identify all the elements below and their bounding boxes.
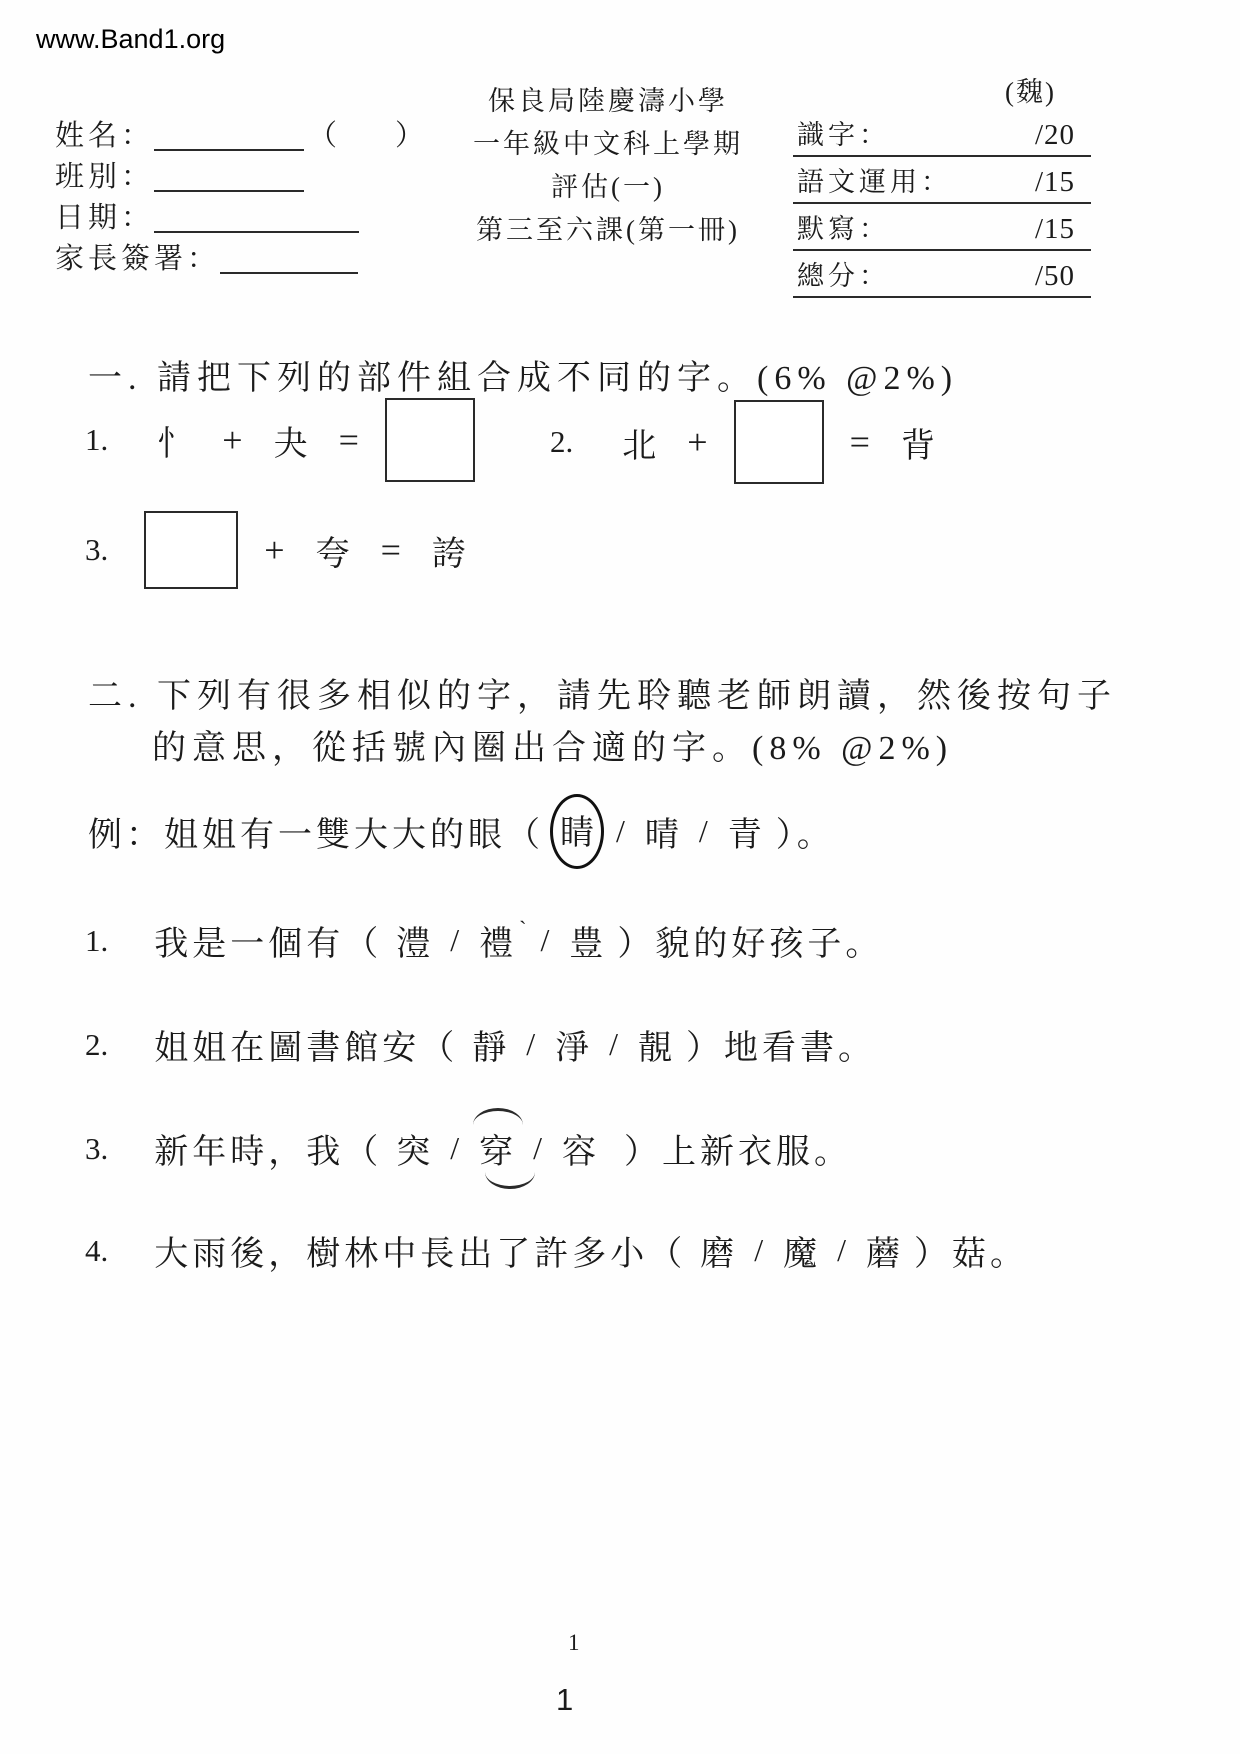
section2-example	[88, 806, 835, 857]
result-character: 背	[900, 427, 935, 465]
slash-separator: /	[754, 1232, 764, 1268]
sentence-end: ）貌的好孩子。	[617, 926, 884, 963]
teacher-marker: (魏)	[1005, 77, 1056, 107]
component-a: 忄	[157, 425, 192, 463]
slash-separator: /	[837, 1232, 847, 1268]
component-b: 夸	[315, 535, 350, 573]
parent-signature-row	[55, 239, 424, 280]
page-number-scanned: 1	[568, 1630, 580, 1655]
slash-separator: /	[698, 813, 708, 849]
option-3: 蘑	[866, 1236, 901, 1273]
example-option-3: 青	[727, 817, 762, 854]
section2-question2	[85, 1020, 876, 1069]
plus-sign: +	[222, 420, 243, 460]
question-number: 4.	[85, 1232, 109, 1268]
slash-separator: /	[526, 1026, 536, 1062]
option-1: 突	[396, 1134, 431, 1171]
option-3: 容	[562, 1134, 597, 1171]
school-name: 保良局陸慶濤小學	[488, 86, 728, 116]
slash-separator: /	[533, 1130, 543, 1166]
answer-circle	[550, 794, 604, 869]
score-label: 總分：	[797, 261, 890, 291]
example-option-1: 睛	[560, 815, 594, 852]
slash-separator: /	[616, 813, 625, 849]
score-label: 默寫：	[797, 214, 890, 244]
section2-heading-line2: 的意思，從括號內圈出合適的字。(8% @2%)	[152, 730, 954, 767]
name-underline	[154, 119, 304, 151]
sentence-start: 新年時，我（	[154, 1134, 383, 1171]
plus-sign: +	[687, 422, 708, 462]
score-value: /15	[1034, 213, 1075, 245]
option-2: 魔	[783, 1236, 818, 1273]
section2-heading-line1: 二. 下列有很多相似的字，請先聆聽老師朗讀，然後按句子	[88, 678, 1117, 715]
example-sentence-end: ）。	[775, 817, 835, 854]
paper-header	[448, 80, 768, 252]
score-value: /20	[1034, 119, 1075, 151]
parent-signature-underline	[220, 242, 358, 274]
example-option-2: 晴	[644, 817, 679, 854]
option-2	[479, 1124, 513, 1173]
component-a: 北	[622, 427, 657, 465]
option-1: 磨	[700, 1236, 735, 1273]
option-2: 禮	[479, 926, 514, 963]
class-underline	[154, 160, 304, 192]
example-sentence-start: 例：姐姐有一雙大大的眼（	[88, 817, 544, 854]
pencil-tick-mark: ˋ	[519, 915, 527, 941]
option-3: 靚	[638, 1030, 673, 1067]
score-table	[793, 110, 1091, 298]
date-field-row	[55, 198, 424, 239]
score-row-dictation	[793, 204, 1091, 251]
section1-question2	[550, 400, 950, 484]
score-value: /50	[1034, 260, 1075, 292]
section2-question1	[85, 916, 883, 965]
equals-sign: =	[849, 422, 870, 462]
equals-sign: =	[338, 420, 359, 460]
name-parens: （ ）	[308, 120, 425, 152]
section2-question3	[85, 1124, 852, 1173]
score-value: /15	[1034, 166, 1075, 198]
question-number: 1.	[85, 422, 109, 457]
question-number: 2.	[85, 1026, 109, 1062]
name-label: 姓名：	[55, 120, 155, 152]
sentence-start: 我是一個有（	[154, 926, 383, 963]
score-label: 識字：	[797, 120, 890, 150]
section1-question1	[85, 398, 485, 482]
slash-separator: /	[450, 1130, 460, 1166]
answer-box	[385, 398, 475, 482]
equals-sign: =	[380, 530, 401, 570]
sentence-end: ）菇。	[914, 1236, 1029, 1273]
sentence-start: 大雨後，樹林中長出了許多小（	[154, 1236, 687, 1273]
option-2-character: 穿	[479, 1134, 514, 1171]
watermark-url: www.Band1.org	[36, 24, 226, 54]
score-row-literacy	[793, 110, 1091, 157]
score-row-total	[793, 251, 1091, 298]
question-number: 2.	[550, 424, 574, 459]
plus-sign: +	[264, 530, 285, 570]
class-field-row	[55, 157, 424, 198]
option-3: 豊	[569, 926, 604, 963]
page-number: 1	[556, 1682, 574, 1717]
slash-separator: /	[450, 922, 460, 958]
student-info-block	[55, 116, 424, 280]
assessment-line: 評估(一)	[551, 172, 665, 202]
sentence-start: 姐姐在圖書館安（	[154, 1030, 459, 1067]
lessons-line: 第三至六課(第一冊)	[476, 215, 740, 245]
sentence-end: ）上新衣服。	[624, 1134, 853, 1171]
score-label: 語文運用：	[797, 167, 952, 197]
answer-box	[734, 400, 824, 484]
date-underline	[154, 201, 359, 233]
name-field-row	[55, 116, 424, 157]
sentence-end: ）地看書。	[686, 1030, 877, 1067]
pencil-arc-top	[473, 1108, 523, 1125]
question-number: 1.	[85, 922, 109, 958]
class-label: 班別：	[55, 161, 155, 193]
slash-separator: /	[540, 922, 550, 958]
date-label: 日期：	[55, 202, 155, 234]
score-row-language-use	[793, 157, 1091, 204]
slash-separator: /	[609, 1026, 619, 1062]
pencil-arc-bottom	[485, 1172, 535, 1189]
section2-question4	[85, 1226, 1028, 1275]
question-number: 3.	[85, 1130, 109, 1166]
parent-signature-label: 家長簽署：	[55, 243, 221, 275]
section1-question3	[85, 510, 481, 590]
section1-heading: 一. 請把下列的部件組合成不同的字。(6% @2%)	[88, 360, 959, 397]
option-1: 澧	[396, 926, 431, 963]
option-2: 淨	[555, 1030, 590, 1067]
component-b: 夬	[273, 425, 308, 463]
option-1: 靜	[472, 1030, 507, 1067]
answer-box	[144, 511, 238, 589]
result-character: 誇	[431, 535, 466, 573]
question-number: 3.	[85, 532, 109, 567]
grade-term-line: 一年級中文科上學期	[473, 129, 743, 159]
